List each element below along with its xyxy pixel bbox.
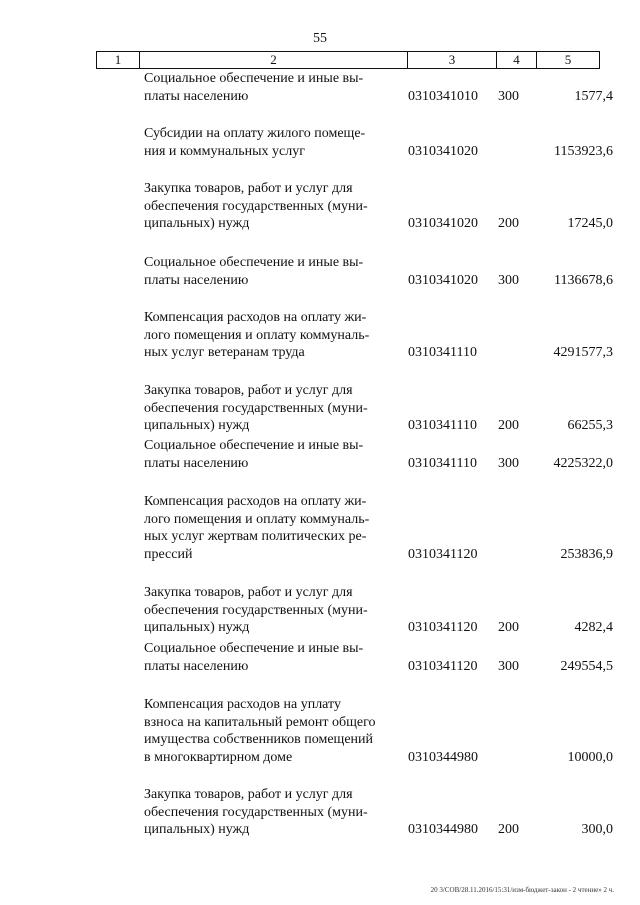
header-col-1: 1 <box>97 52 140 69</box>
row-code: 0310341120 <box>408 658 478 674</box>
row-amount: 17245,0 <box>567 216 613 231</box>
description-line: ных услуг ветеранам труда <box>144 345 305 360</box>
row-code: 0310341110 <box>408 455 477 471</box>
row-expense-type: 300 <box>498 658 519 674</box>
description-line: Компенсация расходов на уплату <box>144 697 341 712</box>
row-description <box>144 309 393 362</box>
description-line: имущества собственников помещений <box>144 732 374 747</box>
description-line: обеспечения государственных (муни- <box>144 400 368 416</box>
row-expense-type: 200 <box>498 418 519 433</box>
row-amount: 4282,4 <box>574 620 613 635</box>
row-code: 0310341020 <box>408 272 478 288</box>
description-line: Закупка товаров, работ и услуг для <box>144 383 353 398</box>
description-line: Социальное обеспечение и иные вы- <box>144 641 364 656</box>
document-footer: 20 3/СОВ/28.11.2016/15:31/изм-бюджет-закон - 2 чтение» 2 ч. <box>430 886 614 894</box>
description-line: лого помещения и оплату коммуналь- <box>144 327 370 343</box>
description-line: ных услуг жертвам политических ре- <box>144 529 367 544</box>
header-col-3: 3 <box>408 52 497 69</box>
row-code: 0310341020 <box>408 216 478 231</box>
row-description <box>144 584 393 637</box>
row-description <box>144 437 393 472</box>
description-line: обеспечения государственных (муни- <box>144 198 368 214</box>
row-code: 0310341020 <box>408 143 478 159</box>
description-line: Социальное обеспечение и иные вы- <box>144 255 364 270</box>
description-line: Субсидии на оплату жилого помеще- <box>144 126 366 141</box>
row-code: 0310341120 <box>408 546 478 562</box>
row-amount: 1577,4 <box>574 88 613 104</box>
description-line: обеспечения государственных (муни- <box>144 804 368 820</box>
description-line: ния и коммунальных услуг <box>144 143 305 159</box>
row-amount: 1136678,6 <box>554 272 613 288</box>
description-line: ципальных) нужд <box>144 418 250 433</box>
row-code: 0310341110 <box>408 345 477 360</box>
description-line: Закупка товаров, работ и услуг для <box>144 585 353 600</box>
table-header <box>96 51 600 69</box>
description-line: обеспечения государственных (муни- <box>144 602 368 618</box>
row-expense-type: 200 <box>498 216 519 231</box>
header-col-4: 4 <box>497 52 537 69</box>
description-line: ципальных) нужд <box>144 620 250 635</box>
row-amount: 253836,9 <box>560 546 613 562</box>
row-amount: 249554,5 <box>560 658 613 674</box>
row-expense-type: 200 <box>498 620 519 635</box>
row-description <box>144 696 393 766</box>
description-line: Социальное обеспечение и иные вы- <box>144 71 364 86</box>
description-line: Компенсация расходов на оплату жи- <box>144 494 367 509</box>
row-amount: 4225322,0 <box>553 455 613 471</box>
description-line: взноса на капитальный ремонт общего <box>144 714 376 730</box>
row-description <box>144 254 393 289</box>
row-description <box>144 382 393 435</box>
page-number: 55 <box>313 31 327 46</box>
description-line: ципальных) нужд <box>144 822 250 837</box>
row-amount: 1153923,6 <box>554 143 613 159</box>
row-description <box>144 640 393 675</box>
description-line: платы населению <box>144 658 249 674</box>
row-code: 0310341010 <box>408 88 478 104</box>
description-line: платы населению <box>144 88 249 104</box>
row-expense-type: 300 <box>498 88 519 104</box>
description-line: в многоквартирном доме <box>144 749 293 765</box>
row-code: 0310341120 <box>408 620 478 635</box>
row-amount: 300,0 <box>581 822 613 837</box>
row-description <box>144 70 393 105</box>
row-code: 0310344980 <box>408 822 478 837</box>
description-line: лого помещения и оплату коммуналь- <box>144 511 370 527</box>
row-description <box>144 493 393 563</box>
row-code: 0310341110 <box>408 418 477 433</box>
description-line: Компенсация расходов на оплату жи- <box>144 310 367 325</box>
header-col-5: 5 <box>537 52 600 69</box>
description-line: Социальное обеспечение и иные вы- <box>144 438 364 453</box>
row-amount: 4291577,3 <box>553 345 613 360</box>
row-code: 0310344980 <box>408 749 478 765</box>
description-line: Закупка товаров, работ и услуг для <box>144 181 353 196</box>
row-expense-type: 300 <box>498 272 519 288</box>
header-col-2: 2 <box>140 52 408 69</box>
row-description <box>144 786 393 839</box>
row-amount: 66255,3 <box>567 418 613 433</box>
row-expense-type: 300 <box>498 455 519 471</box>
description-line: прессий <box>144 546 193 562</box>
description-line: ципальных) нужд <box>144 216 250 231</box>
description-line: Закупка товаров, работ и услуг для <box>144 787 353 802</box>
description-line: платы населению <box>144 272 249 288</box>
row-expense-type: 200 <box>498 822 519 837</box>
row-description <box>144 180 393 233</box>
row-description <box>144 125 393 160</box>
row-amount: 10000,0 <box>567 749 613 765</box>
description-line: платы населению <box>144 455 249 471</box>
